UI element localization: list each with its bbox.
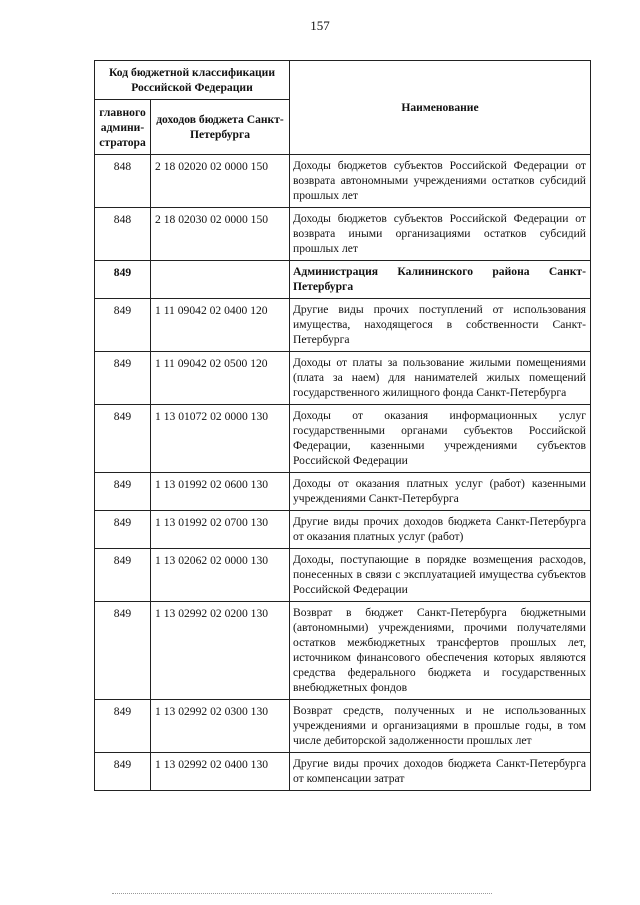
table-row bbox=[95, 549, 591, 602]
admin-code-cell: 849 bbox=[95, 261, 151, 299]
revenue-code-cell bbox=[151, 261, 290, 299]
page-bottom-rule bbox=[112, 893, 492, 894]
name-cell: Возврат в бюджет Санкт-Петербурга бюджетными (автономными) учреждениями, прочими получателями остатков межбюджетных трансфертов прошлых лет, источником финансового обеспечения которых являются средства федерального бюджета и государственных внебюджетных фондов bbox=[290, 602, 591, 700]
table-row bbox=[95, 473, 591, 511]
name-cell: Другие виды прочих доходов бюджета Санкт-Петербурга от оказания платных услуг (работ) bbox=[290, 511, 591, 549]
admin-code-cell: 849 bbox=[95, 602, 151, 700]
admin-code-cell: 848 bbox=[95, 208, 151, 261]
name-cell: Другие виды прочих доходов бюджета Санкт-Петербурга от компенсации затрат bbox=[290, 753, 591, 791]
table-row bbox=[95, 299, 591, 352]
name-cell: Другие виды прочих поступлений от использования имущества, находящегося в собственности Санкт-Петербурга bbox=[290, 299, 591, 352]
revenue-code-cell: 1 13 01072 02 0000 130 bbox=[151, 405, 290, 473]
table-row bbox=[95, 700, 591, 753]
budget-classification-table bbox=[94, 60, 591, 791]
revenue-code-cell: 1 13 01992 02 0600 130 bbox=[151, 473, 290, 511]
admin-code-cell: 849 bbox=[95, 473, 151, 511]
revenue-code-cell: 2 18 02030 02 0000 150 bbox=[151, 208, 290, 261]
name-cell: Доходы бюджетов субъектов Российской Федерации от возврата иными организациями остатков субсидий прошлых лет bbox=[290, 208, 591, 261]
table-body bbox=[95, 155, 591, 791]
revenue-code-cell: 1 11 09042 02 0400 120 bbox=[151, 299, 290, 352]
name-cell: Возврат средств, полученных и не использованных учреждениями и организациями в прошлые годы, в том числе дебиторской задолженности прошлых лет bbox=[290, 700, 591, 753]
admin-code-cell: 849 bbox=[95, 299, 151, 352]
table-row bbox=[95, 602, 591, 700]
revenue-code-cell: 1 13 02062 02 0000 130 bbox=[151, 549, 290, 602]
admin-code-cell: 849 bbox=[95, 511, 151, 549]
revenue-code-cell: 1 13 02992 02 0200 130 bbox=[151, 602, 290, 700]
admin-code-cell: 849 bbox=[95, 549, 151, 602]
table-row bbox=[95, 405, 591, 473]
header-budget-revenue: доходов бюджета Санкт-Петербурга bbox=[151, 100, 290, 155]
table-row bbox=[95, 352, 591, 405]
header-name: Наименование bbox=[290, 61, 591, 155]
name-cell: Доходы, поступающие в порядке возмещения расходов, понесенных в связи с эксплуатацией имущества субъектов Российской Федерации bbox=[290, 549, 591, 602]
header-chief-administrator: главного админи-стратора bbox=[95, 100, 151, 155]
name-cell: Администрация Калининского района Санкт-Петербурга bbox=[290, 261, 591, 299]
admin-code-cell: 849 bbox=[95, 352, 151, 405]
name-cell: Доходы от оказания платных услуг (работ) казенными учреждениями Санкт-Петербурга bbox=[290, 473, 591, 511]
table-row bbox=[95, 208, 591, 261]
table-row bbox=[95, 753, 591, 791]
table-row bbox=[95, 261, 591, 299]
admin-code-cell: 849 bbox=[95, 753, 151, 791]
revenue-code-cell: 2 18 02020 02 0000 150 bbox=[151, 155, 290, 208]
table-row bbox=[95, 155, 591, 208]
revenue-code-cell: 1 11 09042 02 0500 120 bbox=[151, 352, 290, 405]
name-cell: Доходы бюджетов субъектов Российской Федерации от возврата автономными учреждениями остатков субсидий прошлых лет bbox=[290, 155, 591, 208]
revenue-code-cell: 1 13 01992 02 0700 130 bbox=[151, 511, 290, 549]
page-number: 157 bbox=[310, 18, 330, 33]
name-cell: Доходы от платы за пользование жилыми помещениями (плата за наем) для нанимателей жилых помещений государственного жилищного фонда Санкт-Петербурга bbox=[290, 352, 591, 405]
revenue-code-cell: 1 13 02992 02 0300 130 bbox=[151, 700, 290, 753]
table-row bbox=[95, 511, 591, 549]
admin-code-cell: 849 bbox=[95, 700, 151, 753]
admin-code-cell: 849 bbox=[95, 405, 151, 473]
admin-code-cell: 848 bbox=[95, 155, 151, 208]
header-budget-classification-code: Код бюджетной классификации Российской Федерации bbox=[95, 61, 290, 100]
name-cell: Доходы от оказания информационных услуг государственными органами субъектов Российской Федерации, казенными учреждениями субъектов Российской Федерации bbox=[290, 405, 591, 473]
revenue-code-cell: 1 13 02992 02 0400 130 bbox=[151, 753, 290, 791]
